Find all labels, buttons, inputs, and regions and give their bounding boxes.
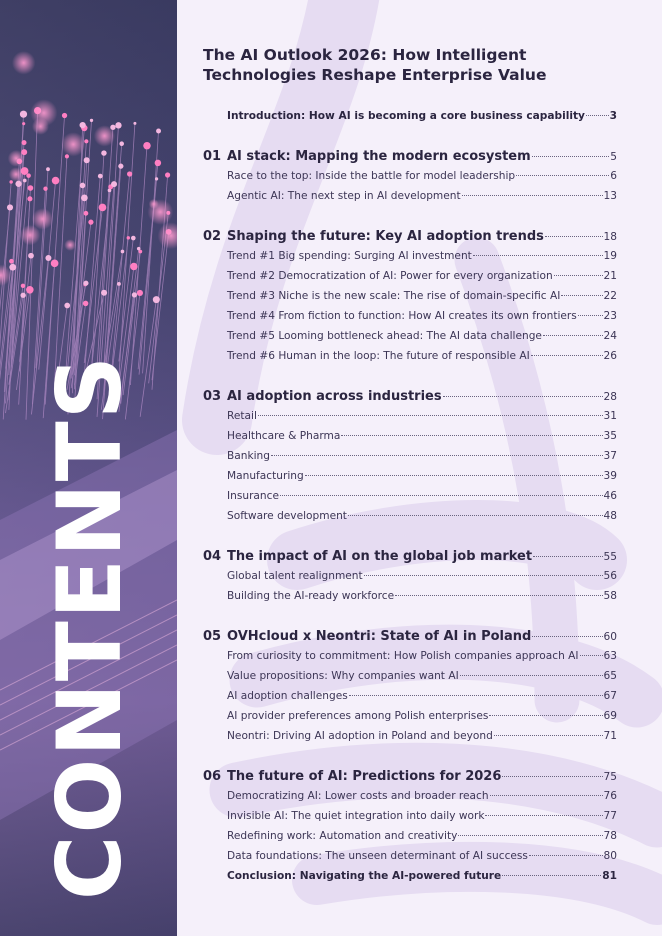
toc-entry[interactable]: [227, 110, 617, 126]
toc-chapter-06[interactable]: [203, 769, 617, 787]
fiber-tip: [46, 167, 50, 171]
toc-entry-page: 56: [603, 570, 617, 582]
fiber-tip: [119, 141, 124, 146]
toc-chapter-03[interactable]: [203, 389, 617, 407]
fiber-tip: [99, 204, 107, 212]
toc-entry-page: 39: [603, 470, 617, 482]
dot-leader: [529, 855, 603, 856]
fiber-tip: [28, 185, 34, 191]
dot-leader: [545, 236, 603, 237]
dot-leader: [349, 695, 603, 696]
toc-entry-page: 71: [603, 730, 617, 742]
bokeh-light: [64, 239, 76, 251]
dot-leader: [473, 255, 603, 256]
dot-leader: [554, 275, 603, 276]
toc-entry-title: Introduction: How AI is becoming a core business capability: [227, 110, 585, 122]
toc-chapter-02[interactable]: [203, 229, 617, 247]
toc-entry-page: 19: [603, 250, 617, 262]
toc-entry-page: 23: [603, 310, 617, 322]
toc-entry-page: 24: [603, 330, 617, 342]
dot-leader: [502, 875, 601, 876]
toc-chapter-04[interactable]: [203, 549, 617, 567]
toc-entry-page: 21: [603, 270, 617, 282]
dot-leader: [502, 776, 602, 777]
document-title: The AI Outlook 2026: How Intelligent Technologies Reshape Enterprise Value: [203, 46, 547, 84]
bokeh-light: [9, 167, 23, 181]
toc-entry-title: Software development: [227, 510, 347, 522]
fiber-tip: [20, 111, 27, 118]
dot-leader: [258, 415, 603, 416]
toc-entry-page: 63: [603, 650, 617, 662]
toc-entry-page: 13: [603, 190, 617, 202]
toc-entry-title: Insurance: [227, 490, 279, 502]
bokeh-light: [61, 132, 85, 156]
toc-entry-page: 26: [603, 350, 617, 362]
dot-leader: [460, 675, 603, 676]
dot-leader: [458, 835, 602, 836]
fiber-tip: [143, 142, 150, 149]
dot-leader: [561, 295, 602, 296]
dot-leader: [494, 735, 603, 736]
dot-leader: [532, 636, 602, 637]
chapter-title: OVHcloud x Neontri: State of AI in Poland: [227, 629, 532, 644]
toc-entry[interactable]: [227, 430, 617, 446]
fiber-tip: [84, 157, 90, 163]
fiber-tip: [155, 177, 158, 180]
toc-entry-title: Democratizing AI: Lower costs and broader reach: [227, 790, 489, 802]
fiber-tip: [22, 122, 25, 125]
toc-entry[interactable]: [227, 710, 617, 726]
fiber-tip: [131, 236, 136, 241]
fiber-tip: [98, 174, 103, 179]
toc-entry-title: Redefining work: Automation and creativity: [227, 830, 458, 842]
toc-entry[interactable]: [227, 330, 617, 346]
toc-entry[interactable]: [227, 470, 617, 486]
toc-entry-page: 35: [603, 430, 617, 442]
toc-entry-title: From curiosity to commitment: How Polish companies approach AI: [227, 650, 579, 662]
fiber-tip: [80, 183, 86, 189]
fiber-tip: [137, 247, 141, 251]
toc-entry-page: 77: [603, 810, 617, 822]
toc-entry-title: Trend #3 Niche is the new scale: The rise of domain-specific AI: [227, 290, 561, 302]
bokeh-light: [8, 150, 25, 167]
dot-leader: [489, 715, 602, 716]
chapter-title: The impact of AI on the global job market: [227, 549, 533, 564]
bokeh-light: [149, 199, 159, 209]
fiber-tip: [165, 172, 170, 177]
chapter-number: 01: [203, 149, 222, 164]
fiber-tip: [62, 113, 67, 118]
chapter-number: 05: [203, 629, 222, 644]
toc-entry-title: Healthcare & Pharma: [227, 430, 341, 442]
toc-entry[interactable]: [227, 290, 617, 306]
fiber-tip: [90, 119, 93, 122]
fiber-tip: [27, 196, 32, 201]
cover-image-panel: [0, 0, 177, 936]
fiber-tip: [127, 171, 132, 176]
fiber-tip: [118, 164, 123, 169]
toc-entry-title: Trend #4 From fiction to function: How AI creates its own frontiers: [227, 310, 577, 322]
dot-leader: [305, 475, 603, 476]
toc-entry-title: AI provider preferences among Polish enterprises: [227, 710, 489, 722]
toc-entry[interactable]: [227, 190, 617, 206]
toc-entry-title: AI adoption challenges: [227, 690, 348, 702]
chapter-title: The future of AI: Predictions for 2026: [227, 769, 502, 784]
toc-entry-page: 22: [603, 290, 617, 302]
fiber-tip: [7, 204, 13, 210]
fiber-tip: [20, 293, 25, 298]
fiber-tip: [52, 177, 60, 185]
fiber-tip: [115, 122, 121, 128]
dot-leader: [532, 156, 610, 157]
dot-leader: [490, 795, 603, 796]
fiber-tip: [88, 220, 93, 225]
toc-entry-page: 81: [602, 870, 617, 882]
fiber-tip: [111, 181, 117, 187]
toc-entry-page: 80: [603, 850, 617, 862]
toc-entry-title: Manufacturing: [227, 470, 304, 482]
toc-entry[interactable]: [227, 650, 617, 666]
toc-entry-page: 31: [603, 410, 617, 422]
toc-entry-title: Trend #6 Human in the loop: The future of responsible AI: [227, 350, 530, 362]
dot-leader: [462, 195, 603, 196]
toc-entry[interactable]: [227, 310, 617, 326]
chapter-title: AI stack: Mapping the modern ecosystem: [227, 149, 531, 164]
bokeh-light: [30, 99, 57, 126]
fiber-tip: [51, 260, 59, 268]
fiber-tip: [9, 264, 16, 271]
dot-leader: [280, 495, 603, 496]
toc-entry-title: Trend #5 Looming bottleneck ahead: The AI data challenge: [227, 330, 542, 342]
dot-leader: [348, 515, 603, 516]
chapter-page: 55: [603, 551, 617, 563]
chapter-number: 03: [203, 389, 222, 404]
toc-entry-title: Banking: [227, 450, 270, 462]
fiber-tip: [22, 140, 27, 145]
fiber-tip: [26, 173, 31, 178]
toc-entry[interactable]: [227, 730, 617, 746]
fiber-tip: [23, 179, 27, 183]
dot-leader: [580, 655, 603, 656]
dot-leader: [364, 575, 603, 576]
toc-entry-title: Data foundations: The unseen determinant of AI success: [227, 850, 528, 862]
toc-entry[interactable]: [227, 570, 617, 586]
toc-entry[interactable]: [227, 590, 617, 606]
fiber-tip: [9, 259, 14, 264]
toc-entry-page: 3: [609, 110, 617, 122]
fiber-tip: [156, 128, 161, 133]
bokeh-light: [12, 51, 35, 74]
toc-entry-title: Agentic AI: The next step in AI development: [227, 190, 461, 202]
fiber-tip: [45, 255, 51, 261]
dot-leader: [395, 595, 602, 596]
toc-entry[interactable]: [227, 350, 617, 366]
toc-entry-page: 46: [603, 490, 617, 502]
toc-entry[interactable]: [227, 510, 617, 526]
toc-entry-title: Conclusion: Navigating the AI-powered future: [227, 870, 502, 882]
dot-leader: [533, 556, 602, 557]
chapter-page: 28: [603, 391, 617, 403]
chapter-page: 18: [603, 231, 617, 243]
dot-leader: [586, 115, 609, 116]
toc-entry-title: Invisible AI: The quiet integration into daily work: [227, 810, 485, 822]
dot-leader: [485, 815, 602, 816]
toc-entry[interactable]: [227, 870, 617, 886]
toc-entry[interactable]: [227, 450, 617, 466]
toc-entry[interactable]: [227, 830, 617, 846]
toc-chapter-05[interactable]: [203, 629, 617, 647]
chapter-number: 06: [203, 769, 222, 784]
toc-entry-page: 65: [603, 670, 617, 682]
toc-entry[interactable]: [227, 670, 617, 686]
toc-chapter-01[interactable]: [203, 149, 617, 167]
toc-entry-page: 48: [603, 510, 617, 522]
contents-heading: CONTENTS: [38, 353, 141, 901]
toc-entry[interactable]: [227, 170, 617, 186]
bokeh-light: [94, 125, 115, 146]
dot-leader: [341, 435, 602, 436]
toc-entry[interactable]: [227, 810, 617, 826]
dot-leader: [531, 355, 603, 356]
fiber-tip: [28, 253, 34, 259]
toc-entry-page: 58: [603, 590, 617, 602]
fiber-tip: [15, 181, 21, 187]
chapter-page: 60: [603, 631, 617, 643]
fiber-tip: [21, 284, 25, 288]
toc-entry-page: 76: [603, 790, 617, 802]
toc-entry[interactable]: [227, 690, 617, 706]
bokeh-light: [32, 208, 53, 229]
toc-entry-page: 78: [603, 830, 617, 842]
toc-entry[interactable]: [227, 270, 617, 286]
dot-leader: [543, 335, 603, 336]
fiber-tip: [121, 250, 125, 254]
fiber-tip: [9, 180, 12, 183]
toc-entry-page: 69: [603, 710, 617, 722]
toc-entry[interactable]: [227, 790, 617, 806]
chapter-page: 75: [603, 771, 617, 783]
chapter-title: AI adoption across industries: [227, 389, 442, 404]
toc-entry[interactable]: [227, 250, 617, 266]
fiber-tip: [133, 122, 136, 125]
fiber-tip: [81, 195, 88, 202]
toc-entry-page: 67: [603, 690, 617, 702]
dot-leader: [443, 396, 603, 397]
chapter-page: 5: [610, 151, 617, 163]
toc-entry-title: Building the AI-ready workforce: [227, 590, 395, 602]
fiber-tip: [153, 296, 160, 303]
fiber-tip: [130, 263, 137, 270]
toc-entry[interactable]: [227, 410, 617, 426]
toc-entry-title: Global talent realignment: [227, 570, 363, 582]
chapter-number: 02: [203, 229, 222, 244]
dot-leader: [516, 175, 609, 176]
toc-entry-title: Trend #2 Democratization of AI: Power for every organization: [227, 270, 553, 282]
toc-entry-title: Value propositions: Why companies want AI: [227, 670, 459, 682]
fiber-tip: [127, 236, 130, 239]
fiber-tip: [101, 150, 106, 155]
toc-entry-title: Race to the top: Inside the battle for model leadership: [227, 170, 516, 182]
dot-leader: [271, 455, 603, 456]
chapter-number: 04: [203, 549, 222, 564]
toc-entry-page: 37: [603, 450, 617, 462]
toc-entry-page: 6: [610, 170, 617, 182]
toc-entry[interactable]: [227, 490, 617, 506]
fiber-tip: [80, 122, 86, 128]
fiber-tip: [43, 187, 47, 191]
toc-entry-title: Neontri: Driving AI adoption in Poland and beyond: [227, 730, 493, 742]
fiber-tip: [155, 160, 162, 167]
chapter-title: Shaping the future: Key AI adoption trends: [227, 229, 544, 244]
dot-leader: [578, 315, 603, 316]
toc-entry[interactable]: [227, 850, 617, 866]
fiber-tip: [84, 211, 89, 216]
toc-entry-title: Retail: [227, 410, 257, 422]
toc-entry-title: Trend #1 Big spending: Surging AI investment: [227, 250, 472, 262]
